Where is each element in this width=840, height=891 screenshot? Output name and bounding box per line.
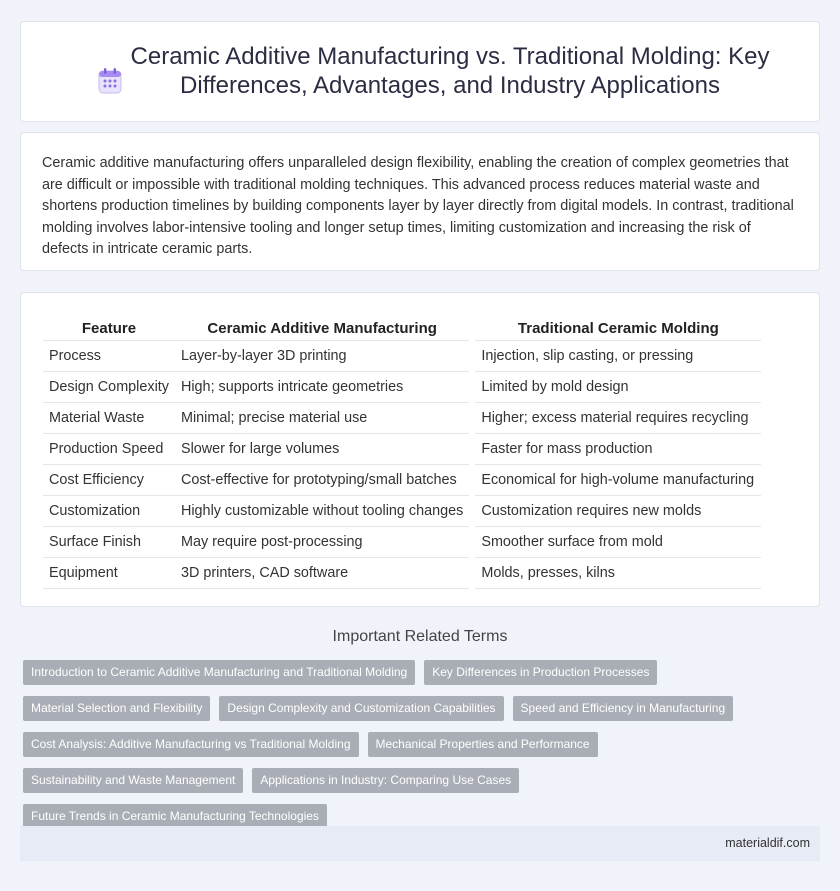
related-term-tag[interactable]: Speed and Efficiency in Manufacturing [513,696,734,721]
table-cell: Minimal; precise material use [175,402,469,433]
table-cell: Injection, slip casting, or pressing [475,340,761,371]
table-cell: May require post-processing [175,526,469,557]
table-cell: Economical for high-volume manufacturing [475,464,761,495]
related-terms-list [20,656,820,836]
column-header: Feature [43,309,175,340]
related-terms-title: Important Related Terms [332,628,508,645]
comparison-table-card [20,292,820,607]
table-row [43,495,761,526]
table-cell: Customization requires new molds [475,495,761,526]
table-cell: Higher; excess material requires recycling [475,402,761,433]
table-row [43,371,761,402]
related-term-tag[interactable]: Mechanical Properties and Performance [368,732,598,757]
table-cell: Slower for large volumes [175,433,469,464]
related-term-tag[interactable]: Design Complexity and Customization Capabilities [219,696,503,721]
table-row [43,402,761,433]
intro-card [20,132,820,271]
table-cell: High; supports intricate geometries [175,371,469,402]
table-cell: Limited by mold design [475,371,761,402]
table-cell: Molds, presses, kilns [475,557,761,588]
table-row [43,526,761,557]
table-cell: Surface Finish [43,526,175,557]
table-row [43,557,761,588]
table-cell: Cost-effective for prototyping/small batches [175,464,469,495]
header-card [20,21,820,122]
table-cell: Customization [43,495,175,526]
related-term-tag[interactable]: Material Selection and Flexibility [23,696,210,721]
table-cell: Production Speed [43,433,175,464]
page-title: Ceramic Additive Manufacturing vs. Traditional Molding: Key Differences, Advantages, and Industry Applications [130,43,770,99]
footer [20,826,820,861]
footer-site-link[interactable]: materialdif.com [725,836,810,850]
related-term-tag[interactable]: Applications in Industry: Comparing Use Cases [252,768,519,793]
table-header-row [43,309,761,340]
comparison-table [43,309,761,589]
table-row [43,464,761,495]
related-term-tag[interactable]: Cost Analysis: Additive Manufacturing vs Traditional Molding [23,732,359,757]
table-cell: Highly customizable without tooling changes [175,495,469,526]
table-row [43,433,761,464]
table-cell: Process [43,340,175,371]
table-cell: Layer-by-layer 3D printing [175,340,469,371]
table-cell: Design Complexity [43,371,175,402]
table-cell: 3D printers, CAD software [175,557,469,588]
related-term-tag[interactable]: Sustainability and Waste Management [23,768,243,793]
table-cell: Material Waste [43,402,175,433]
calendar-icon [98,68,122,94]
intro-paragraph: Ceramic additive manufacturing offers unparalleled design flexibility, enabling the creation of complex geometries that are difficult or impossible with traditional molding techniques. This advanced process reduces material waste and shortens production timelines by building components layer by layer directly from digital models. In contrast, traditional molding involves labor-intensive tooling and longer setup times, limiting customization and increasing the risk of defects in intricate ceramic parts. [42,155,794,257]
column-header: Ceramic Additive Manufacturing [175,309,469,340]
column-header: Traditional Ceramic Molding [475,309,761,340]
related-term-tag[interactable]: Introduction to Ceramic Additive Manufacturing and Traditional Molding [23,660,415,685]
table-cell: Cost Efficiency [43,464,175,495]
table-cell: Equipment [43,557,175,588]
table-cell: Faster for mass production [475,433,761,464]
table-row [43,340,761,371]
table-cell: Smoother surface from mold [475,526,761,557]
related-term-tag[interactable]: Future Trends in Ceramic Manufacturing Technologies [23,804,327,829]
related-term-tag[interactable]: Key Differences in Production Processes [424,660,657,685]
